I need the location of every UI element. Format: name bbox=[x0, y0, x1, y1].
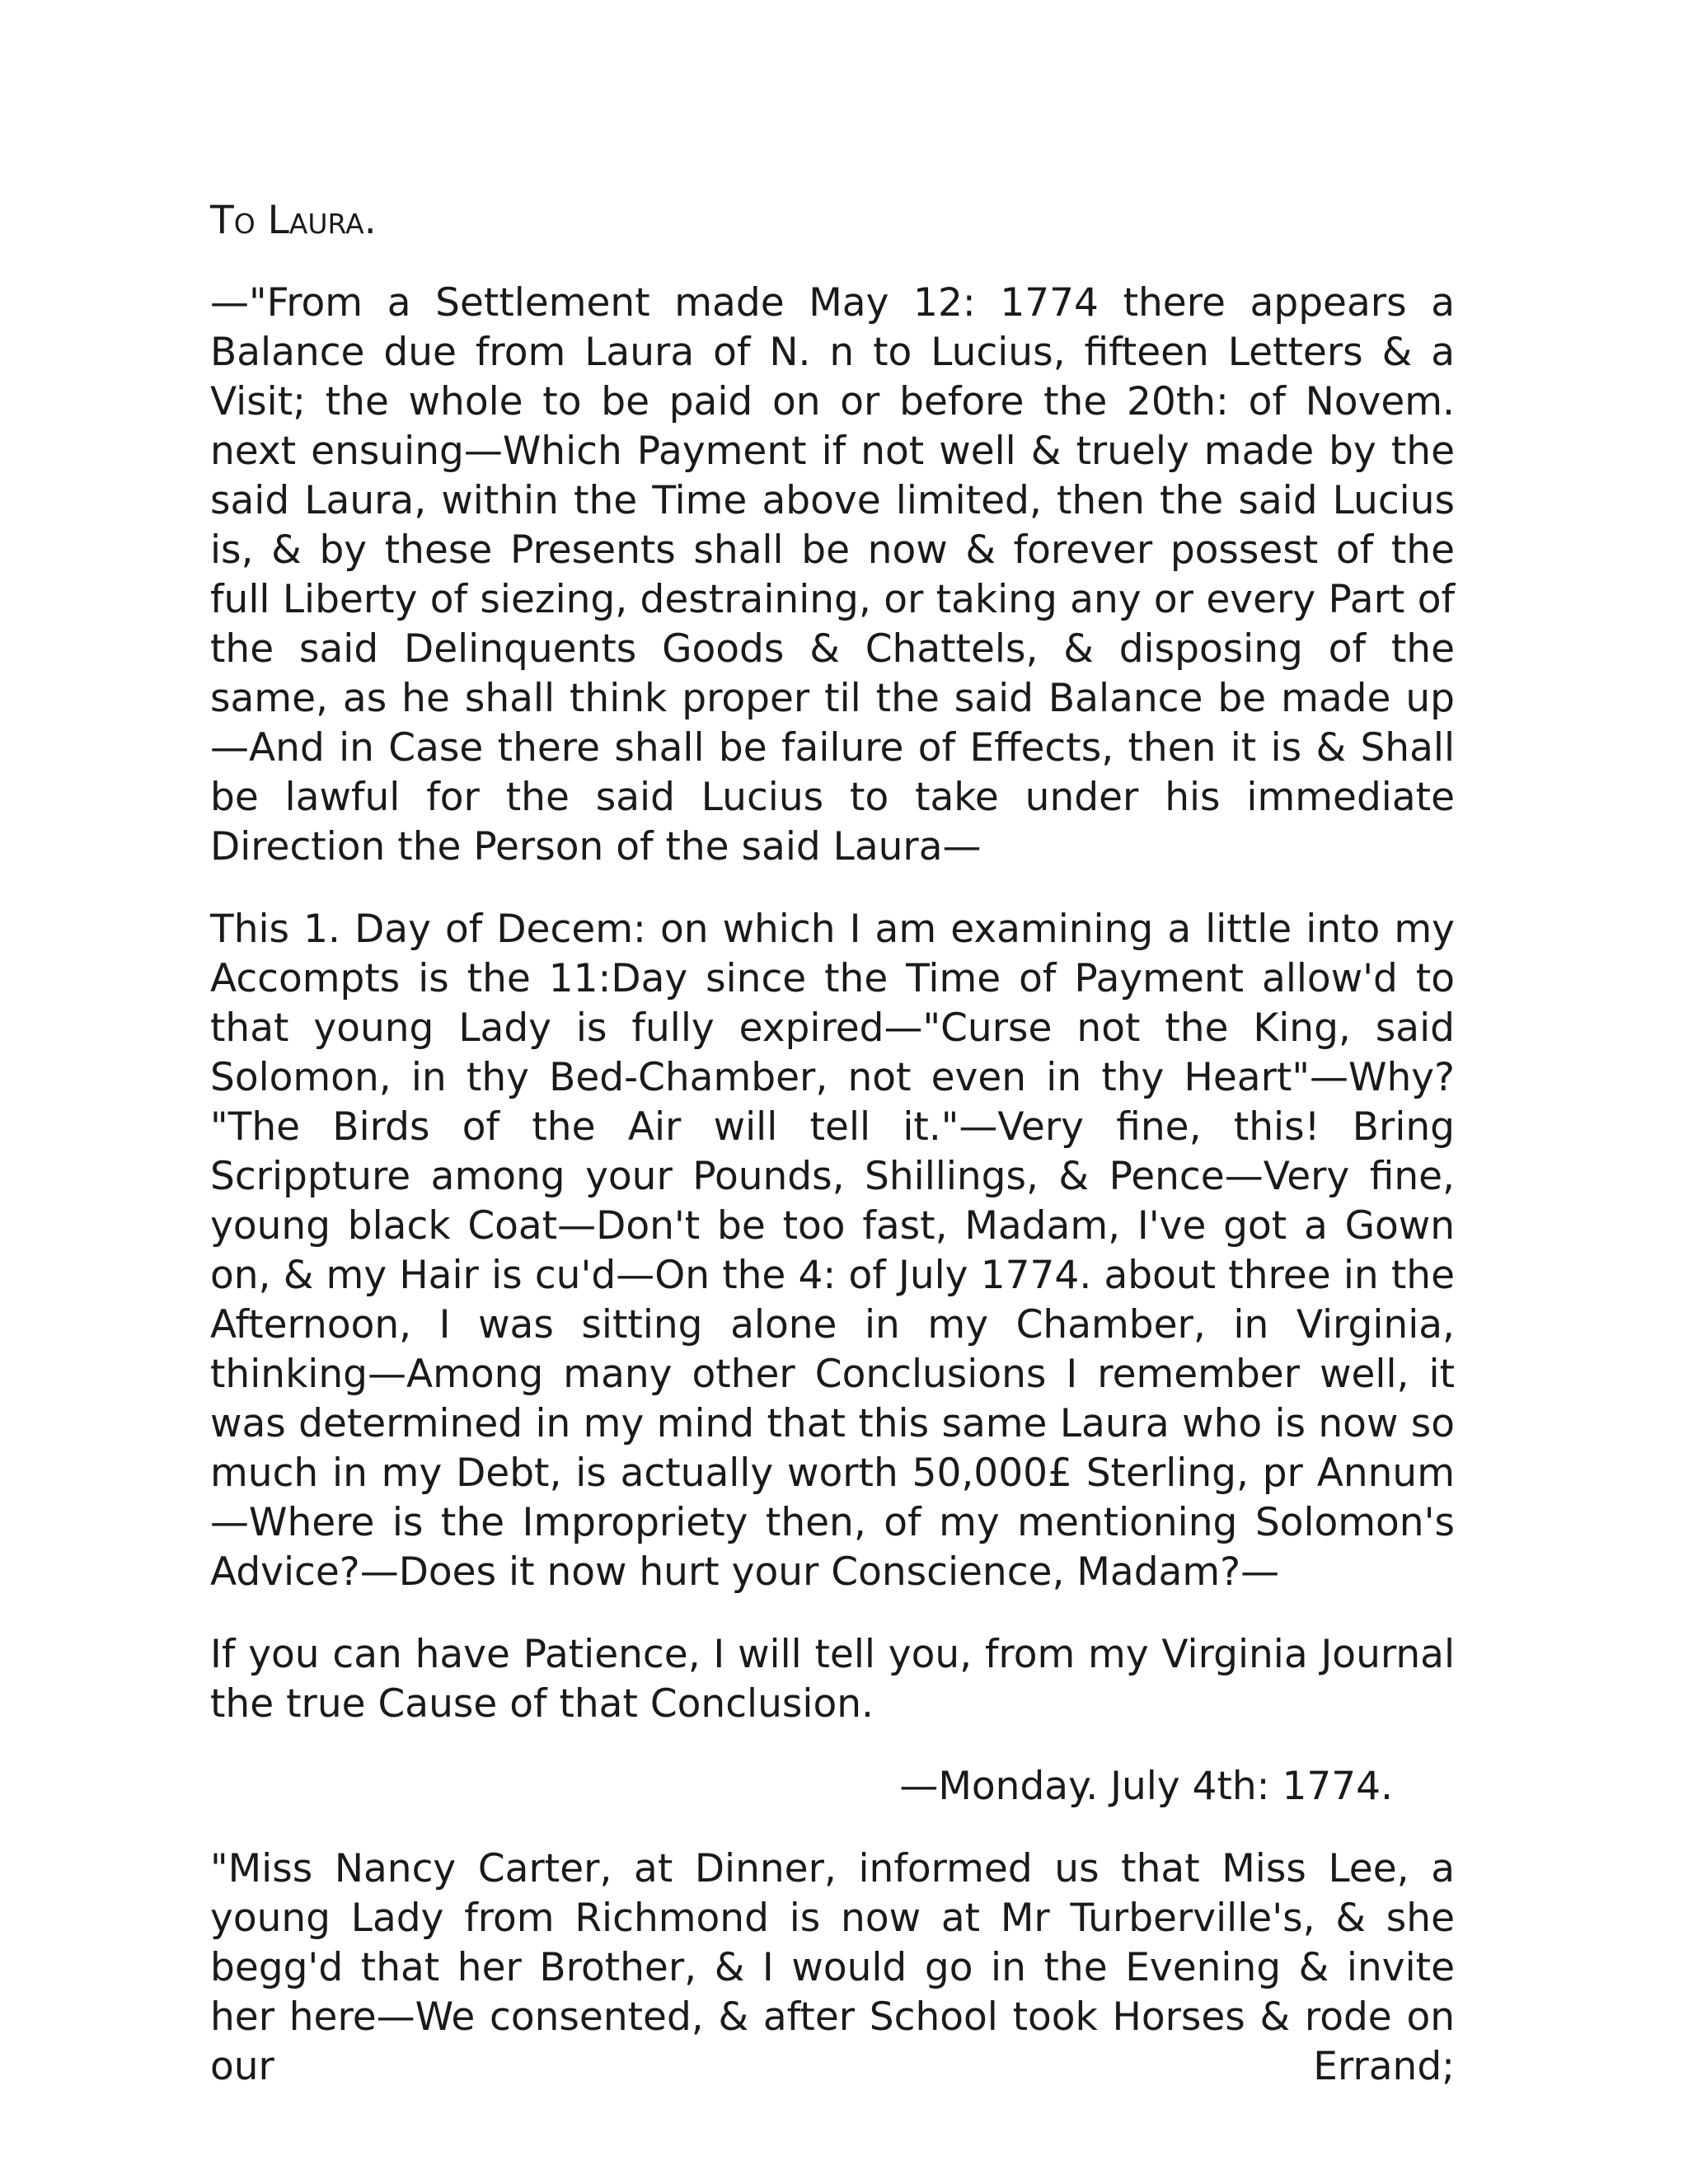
letter-heading-text: To Laura. bbox=[210, 198, 377, 243]
paragraph-settlement: —"From a Settlement made May 12: 1774 there appears a Balance due from Laura of N. n to Lucius, fifteen Letters & a Visit; the whole to be paid on or before the 20th: of Novem. next ensuing—Which Payment if not well & truely made by the said Laura, within the Time above limited, then the said Lucius is, & by these Presents shall be now & forever possest of the full Liberty of siezing, destraining, or taking any or every Part of the said Delinquents Goods & Chattels, & disposing of the same, as he shall think proper til the said Balance be made up—And in Case there shall be failure of Effects, then it is & Shall be lawful for the said Lucius to take under his immediate Direction the Person of the said Laura— bbox=[210, 280, 1455, 869]
journal-dateline: —Monday. July 4th: 1774. bbox=[899, 1764, 1393, 1809]
paragraph-journal-entry: "Miss Nancy Carter, at Dinner, informed us that Miss Lee, a young Lady from Richmond is now at Mr Turberville's, & she begg'd that her Brother, & I would go in the Evening & invite her here—We consented, & after School took Horses & rode on our Errand; bbox=[210, 1846, 1455, 2089]
paragraph-accompts: This 1. Day of Decem: on which I am examining a little into my Accompts is the 11:Day since the Time of Payment allow'd to that young Lady is fully expired—"Curse not the King, said Solomon, in thy Bed-Chamber, not even in thy Heart"—Why? "The Birds of the Air will tell it."—Very fine, this! Bring Scrippture among your Pounds, Shillings, & Pence—Very fine, young black Coat—Don't be too fast, Madam, I've got a Gown on, & my Hair is cu'd—On the 4: of July 1774. about three in the Afternoon, I was sitting alone in my Chamber, in Virginia, thinking—Among many other Conclusions I remember well, it was determined in my mind that this same Laura who is now so much in my Debt, is actually worth 50,000£ Sterling, pr Annum—Where is the Impropriety then, of my mentioning Solomon's Advice?—Does it now hurt your Conscience, Madam?— bbox=[210, 907, 1455, 1595]
letter-heading bbox=[210, 196, 1455, 246]
paragraph-patience: If you can have Patience, I will tell you, from my Virginia Journal the true Cause of that Conclusion. bbox=[210, 1632, 1455, 1727]
document-page bbox=[210, 196, 1455, 2092]
